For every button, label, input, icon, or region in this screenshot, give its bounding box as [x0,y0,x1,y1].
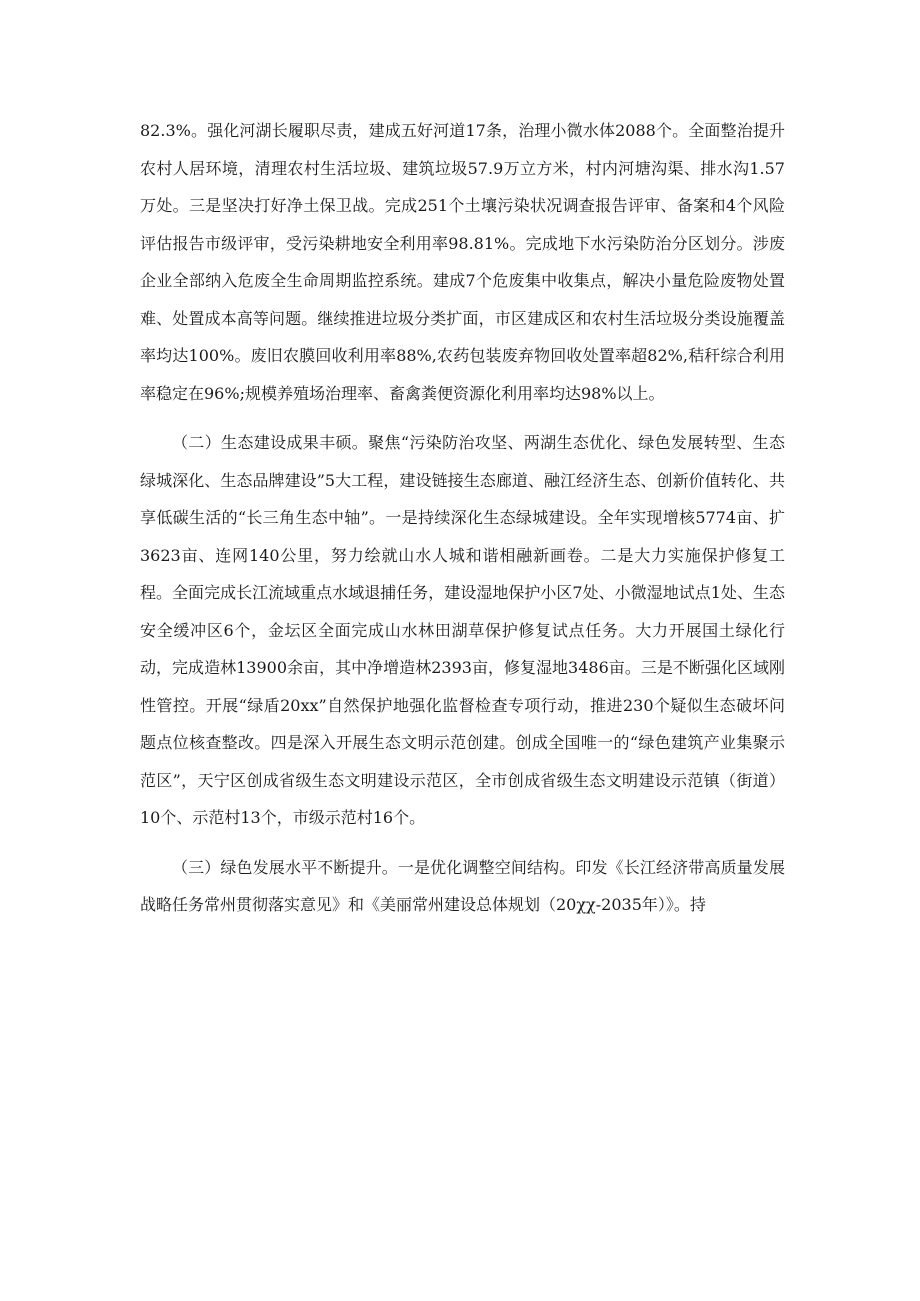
paragraph-pollution-control: 82.3%。强化河湖长履职尽责，建成五好河道17条，治理小微水体2088个。全面整治提升农村人居环境，清理农村生活垃圾、建筑垃圾57.9万立方米，村内河塘沟渠、排水沟1.57万处。三是坚决打好净土保卫战。完成251个土壤污染状况调查报告评审、备案和4个风险评估报告市级评审，受污染耕地安全利用率98.81%。完成地下水污染防治分区划分。涉废企业全部纳入危废全生命周期监控系统。建成7个危废集中收集点，解决小量危险废物处置难、处置成本高等问题。继续推进垃圾分类扩面，市区建成区和农村生活垃圾分类设施覆盖率均达100%。废旧农膜回收利用率88%,农药包装废弃物回收处置率超82%,秸秆综合利用率稳定在96%;规模养殖场治理率、畜禽粪便资源化利用率均达98%以上。 [140,121,785,403]
paragraph-ecological-construction: （二）生态建设成果丰硕。聚焦“污染防治攻坚、两湖生态优化、绿色发展转型、生态绿城深化、生态品牌建设”5大工程，建设链接生态廊道、融江经济生态、创新价值转化、共享低碳生活的“长三角生态中轴”。一是持续深化生态绿城建设。全年实现增核5774亩、扩3623亩、连网140公里，努力绘就山水人城和谐相融新画卷。二是大力实施保护修复工程。全面完成长江流域重点水域退捕任务，建设湿地保护小区7处、小微湿地试点1处、生态安全缓冲区6个，金坛区全面完成山水林田湖草保护修复试点任务。大力开展国土绿化行动，完成造林13900余亩，其中净增造林2393亩，修复湿地3486亩。三是不断强化区域刚性管控。开展“绿盾20xx”自然保护地强化监督检查专项行动，推进230个疑似生态破坏问题点位核查整改。四是深入开展生态文明示范创建。创成全国唯一的“绿色建筑产业集聚示范区”，天宁区创成省级生态文明建设示范区，全市创成省级生态文明建设示范镇（街道）10个、示范村13个，市级示范村16个。 [140,433,785,827]
document-body [140,112,785,936]
paragraph-green-development: （三）绿色发展水平不断提升。一是优化调整空间结构。印发《长江经济带高质量发展战略任务常州贯彻落实意见》和《美丽常州建设总体规划（20χχ-2035年）》。持 [140,857,785,914]
